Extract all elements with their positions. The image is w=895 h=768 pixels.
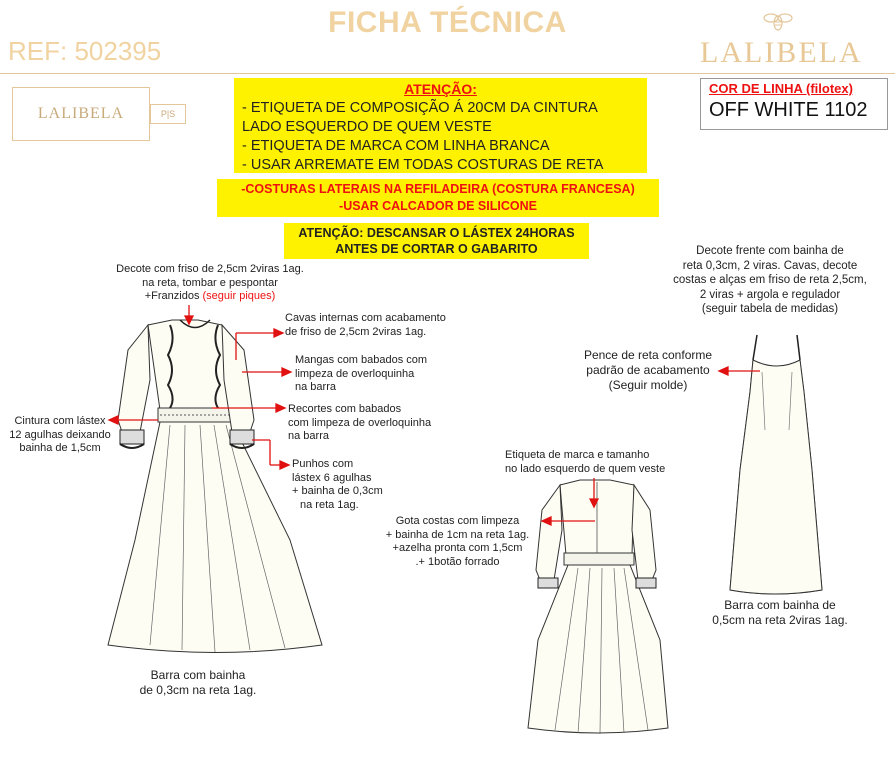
note-line: (seguir tabela de medidas) (701, 303, 839, 315)
rest-notice-line: ATENÇÃO: DESCANSAR O LÁSTEX 24HORAS (298, 226, 575, 240)
slip-dart-note (570, 348, 726, 393)
note-line: de 0,3cm na reta 1ag. (139, 683, 257, 697)
note-line (95, 290, 325, 304)
note-line: + bainha de 0,3cm (292, 485, 383, 497)
note-line: Decote frente com bainha de (696, 245, 844, 257)
front-sleeves-note (295, 354, 427, 395)
slip-hem-note (690, 598, 870, 628)
attention-heading: ATENÇÃO: (404, 81, 477, 97)
note-line: de friso de 2,5cm 2viras 1ag. (285, 325, 427, 338)
front-cuffs-note (292, 458, 383, 512)
thread-color-value: OFF WHITE 1102 (709, 99, 868, 121)
note-line: bainha de 1,5cm (19, 442, 101, 454)
attention-line: - USAR ARREMATE EM TODAS COSTURAS DE RETA (242, 157, 604, 173)
seams-line: -USAR CALCADOR DE SILICONE (339, 199, 537, 213)
note-line: Recortes com babados (288, 403, 402, 415)
front-hem-note (118, 668, 278, 698)
attention-line: - ETIQUETA DE MARCA COM LINHA BRANCA (242, 138, 550, 154)
brand-logo: LALIBELA (700, 36, 863, 69)
front-cutouts-note (288, 403, 431, 444)
note-line: 2 viras + argola e regulador (699, 288, 841, 301)
note-line: +azelha pronta com 1,5cm (392, 542, 523, 554)
size-label-sample: P|S (150, 104, 186, 124)
note-line: Gota costas com limpeza (395, 515, 520, 527)
note-line: Cintura com lástex (14, 415, 106, 427)
note-line: Etiqueta de marca e tamanho (505, 449, 650, 461)
thread-color-heading: COR DE LINHA (filotex) (709, 81, 853, 96)
back-label-note (505, 449, 665, 476)
front-neckline-note (95, 263, 325, 304)
slip-neckline-note (655, 244, 885, 317)
attention-line: - ETIQUETA DE COMPOSIÇÃO Á 20CM DA CINTURA (242, 100, 598, 116)
front-waist-note (4, 415, 116, 456)
reference-code: REF: 502395 (8, 36, 162, 66)
back-drop-note (375, 515, 540, 569)
note-line: costas e alças em friso de reta 2,5cm, (673, 274, 867, 286)
seams-line: -COSTURAS LATERAIS NA REFILADEIRA (COSTURA FRANCESA) (241, 182, 635, 196)
slip-drawing (730, 335, 822, 594)
note-line: lástex 6 agulhas (292, 471, 372, 484)
page-title: FICHA TÉCNICA (328, 6, 567, 39)
note-line: Barra com bainha (150, 668, 246, 682)
note-line: (Seguir molde) (608, 378, 688, 392)
note-line: no lado esquerdo de quem veste (505, 462, 666, 475)
note-line: Pence de reta conforme (583, 348, 713, 362)
note-line: Cavas internas com acabamento (285, 312, 446, 324)
note-line: na reta, tombar e pespontar (142, 276, 278, 289)
note-line: na barra (288, 430, 329, 442)
note-highlight: (seguir piques) (202, 290, 276, 302)
note-line: com limpeza de overloquinha (288, 416, 432, 429)
note-line: limpeza de overloquinha (295, 367, 415, 380)
attention-line: LADO ESQUERDO DE QUEM VESTE (242, 119, 492, 135)
note-text: +Franzidos (144, 290, 200, 302)
rest-notice-line: ANTES DE CORTAR O GABARITO (335, 242, 538, 256)
note-line: reta 0,3cm, 2 viras. Cavas, decote (682, 259, 858, 272)
front-armhole-note (285, 312, 446, 339)
note-line: na barra (295, 381, 336, 393)
brand-label-sample: LALIBELA (12, 87, 150, 141)
note-line: Barra com bainha de (724, 598, 836, 612)
note-line: Punhos com (292, 458, 354, 470)
note-line: 12 agulhas deixando (9, 428, 111, 441)
note-line: + bainha de 1cm na reta 1ag. (385, 528, 530, 541)
note-line: Mangas com babados com (295, 354, 428, 366)
note-line: .+ 1botão forrado (415, 555, 500, 568)
front-dress-drawing (108, 320, 322, 653)
note-line: na reta 1ag. (300, 498, 359, 511)
note-line: padrão de acabamento (586, 363, 710, 377)
note-line: Decote com friso de 2,5cm 2viras 1ag. (116, 263, 304, 275)
note-line: 0,5cm na reta 2viras 1ag. (712, 613, 848, 627)
